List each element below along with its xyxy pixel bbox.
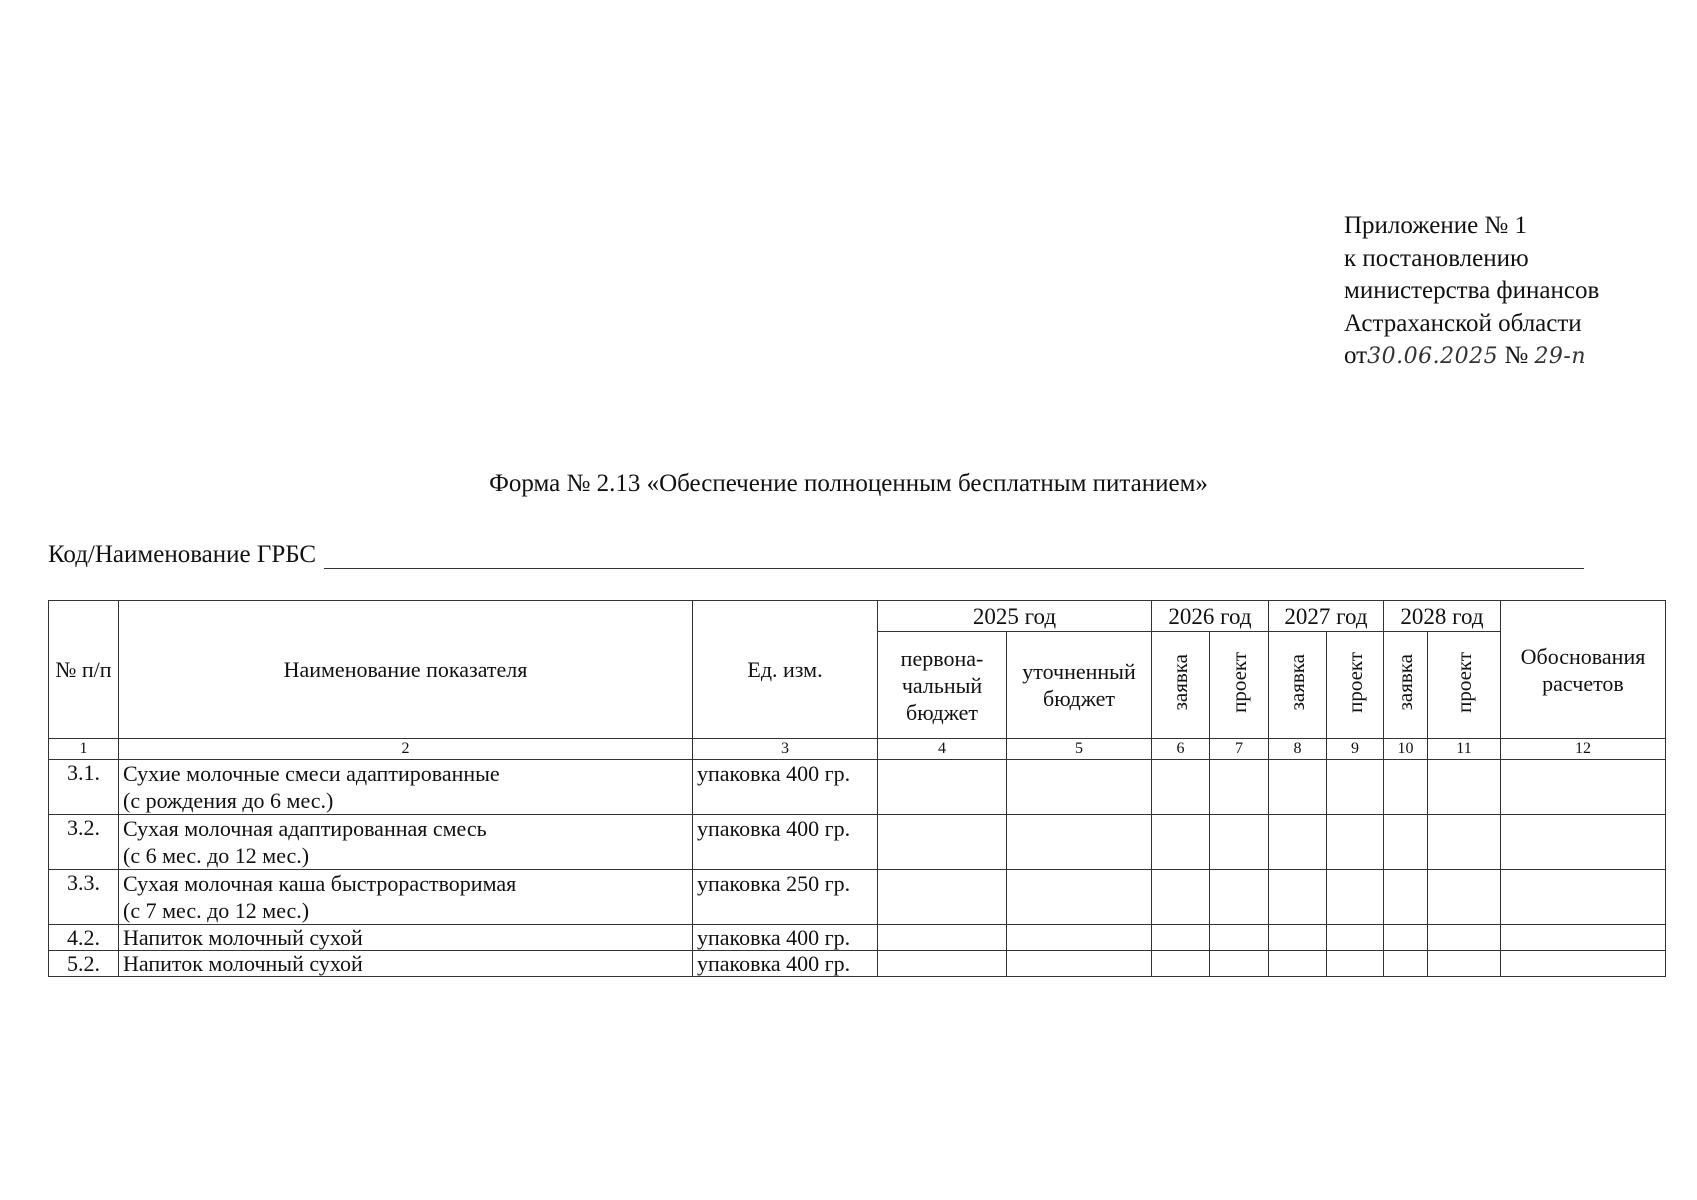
column-number: 3 bbox=[693, 739, 878, 760]
row-number: 5.2. bbox=[49, 951, 119, 977]
column-number: 10 bbox=[1384, 739, 1428, 760]
empty-cell bbox=[1210, 760, 1269, 815]
empty-cell bbox=[1152, 815, 1210, 870]
empty-cell bbox=[1007, 815, 1152, 870]
table-row bbox=[49, 925, 1666, 951]
empty-cell bbox=[1501, 951, 1666, 977]
empty-cell bbox=[1007, 870, 1152, 925]
empty-cell bbox=[1210, 815, 1269, 870]
column-number: 1 bbox=[49, 739, 119, 760]
row-name: Сухие молочные смеси адаптированные (с рождения до 6 мес.) bbox=[119, 760, 693, 815]
number-prefix: № bbox=[1504, 342, 1529, 369]
header-name: Наименование показателя bbox=[119, 601, 693, 739]
budget-form-table bbox=[48, 600, 1666, 977]
empty-cell bbox=[1428, 951, 1501, 977]
table-row bbox=[49, 760, 1666, 815]
column-number: 9 bbox=[1327, 739, 1384, 760]
header-year-2026: 2026 год bbox=[1152, 601, 1269, 632]
empty-cell bbox=[1007, 951, 1152, 977]
empty-cell bbox=[1152, 870, 1210, 925]
empty-cell bbox=[878, 760, 1007, 815]
empty-cell bbox=[1501, 925, 1666, 951]
empty-cell bbox=[1007, 925, 1152, 951]
column-number: 12 bbox=[1501, 739, 1666, 760]
header-year-2027: 2027 год bbox=[1269, 601, 1384, 632]
date-prefix: от bbox=[1344, 342, 1368, 369]
column-number: 11 bbox=[1428, 739, 1501, 760]
empty-cell bbox=[1269, 925, 1327, 951]
header-no: № п/п bbox=[49, 601, 119, 739]
header-year-2025: 2025 год bbox=[878, 601, 1152, 632]
header-unit: Ед. изм. bbox=[693, 601, 878, 739]
row-number: 3.2. bbox=[49, 815, 119, 870]
empty-cell bbox=[1269, 760, 1327, 815]
column-number: 2 bbox=[119, 739, 693, 760]
empty-cell bbox=[1327, 870, 1384, 925]
empty-cell bbox=[1210, 925, 1269, 951]
empty-cell bbox=[1007, 760, 1152, 815]
header-2026-request: заявка bbox=[1152, 632, 1210, 739]
appendix-line: Астраханской области bbox=[1344, 309, 1582, 337]
empty-cell bbox=[878, 925, 1007, 951]
handwritten-date: 30.06.2025 bbox=[1367, 344, 1499, 369]
empty-cell bbox=[1210, 870, 1269, 925]
empty-cell bbox=[1384, 760, 1428, 815]
empty-cell bbox=[1327, 951, 1384, 977]
header-2027-request: заявка bbox=[1269, 632, 1327, 739]
empty-cell bbox=[1501, 870, 1666, 925]
empty-cell bbox=[1428, 760, 1501, 815]
empty-cell bbox=[878, 815, 1007, 870]
row-unit: упаковка 400 гр. bbox=[693, 925, 878, 951]
column-number: 8 bbox=[1269, 739, 1327, 760]
appendix-title: Приложение № 1 bbox=[1344, 212, 1528, 239]
empty-cell bbox=[1269, 870, 1327, 925]
empty-cell bbox=[1327, 760, 1384, 815]
grbs-field bbox=[48, 540, 1584, 569]
header-2028-project: проект bbox=[1428, 632, 1501, 739]
row-number: 3.3. bbox=[49, 870, 119, 925]
empty-cell bbox=[1501, 760, 1666, 815]
empty-cell bbox=[878, 870, 1007, 925]
empty-cell bbox=[878, 951, 1007, 977]
column-number: 5 bbox=[1007, 739, 1152, 760]
table-row bbox=[49, 870, 1666, 925]
empty-cell bbox=[1152, 951, 1210, 977]
header-initial-budget: первона-чальный бюджет bbox=[878, 632, 1007, 739]
row-name: Напиток молочный сухой bbox=[119, 951, 693, 977]
appendix-date-line bbox=[1344, 340, 1599, 374]
empty-cell bbox=[1327, 815, 1384, 870]
empty-cell bbox=[1428, 815, 1501, 870]
appendix-line: министерства финансов bbox=[1344, 277, 1600, 304]
empty-cell bbox=[1269, 951, 1327, 977]
row-name: Сухая молочная каша быстрорастворимая (с 7 мес. до 12 мес.) bbox=[119, 870, 693, 925]
empty-cell bbox=[1152, 925, 1210, 951]
handwritten-number: 29-п bbox=[1534, 344, 1587, 369]
empty-cell bbox=[1384, 925, 1428, 951]
appendix-block bbox=[1344, 210, 1599, 374]
header-year-2028: 2028 год bbox=[1384, 601, 1501, 632]
column-number-row bbox=[49, 739, 1666, 760]
header-row-years bbox=[49, 601, 1666, 632]
header-2028-request: заявка bbox=[1384, 632, 1428, 739]
row-unit: упаковка 400 гр. bbox=[693, 951, 878, 977]
empty-cell bbox=[1384, 870, 1428, 925]
empty-cell bbox=[1152, 760, 1210, 815]
header-revised-budget: уточненный бюджет bbox=[1007, 632, 1152, 739]
row-number: 3.1. bbox=[49, 760, 119, 815]
row-number: 4.2. bbox=[49, 925, 119, 951]
header-2027-project: проект bbox=[1327, 632, 1384, 739]
row-name: Сухая молочная адаптированная смесь (с 6 мес. до 12 мес.) bbox=[119, 815, 693, 870]
row-unit: упаковка 400 гр. bbox=[693, 815, 878, 870]
empty-cell bbox=[1269, 815, 1327, 870]
form-title: Форма № 2.13 «Обеспечение полноценным бесплатным питанием» bbox=[489, 470, 1208, 497]
row-name: Напиток молочный сухой bbox=[119, 925, 693, 951]
empty-cell bbox=[1327, 925, 1384, 951]
column-number: 6 bbox=[1152, 739, 1210, 760]
column-number: 4 bbox=[878, 739, 1007, 760]
column-number: 7 bbox=[1210, 739, 1269, 760]
grbs-label: Код/Наименование ГРБС bbox=[48, 541, 317, 568]
row-unit: упаковка 400 гр. bbox=[693, 760, 878, 815]
table-row bbox=[49, 815, 1666, 870]
appendix-line: к постановлению bbox=[1344, 244, 1529, 272]
empty-cell bbox=[1210, 951, 1269, 977]
table-row bbox=[49, 951, 1666, 977]
header-2026-project: проект bbox=[1210, 632, 1269, 739]
empty-cell bbox=[1384, 951, 1428, 977]
empty-cell bbox=[1428, 925, 1501, 951]
row-unit: упаковка 250 гр. bbox=[693, 870, 878, 925]
header-justification: Обоснования расчетов bbox=[1501, 601, 1666, 739]
grbs-fill-line bbox=[324, 540, 1584, 569]
empty-cell bbox=[1428, 870, 1501, 925]
empty-cell bbox=[1501, 815, 1666, 870]
empty-cell bbox=[1384, 815, 1428, 870]
